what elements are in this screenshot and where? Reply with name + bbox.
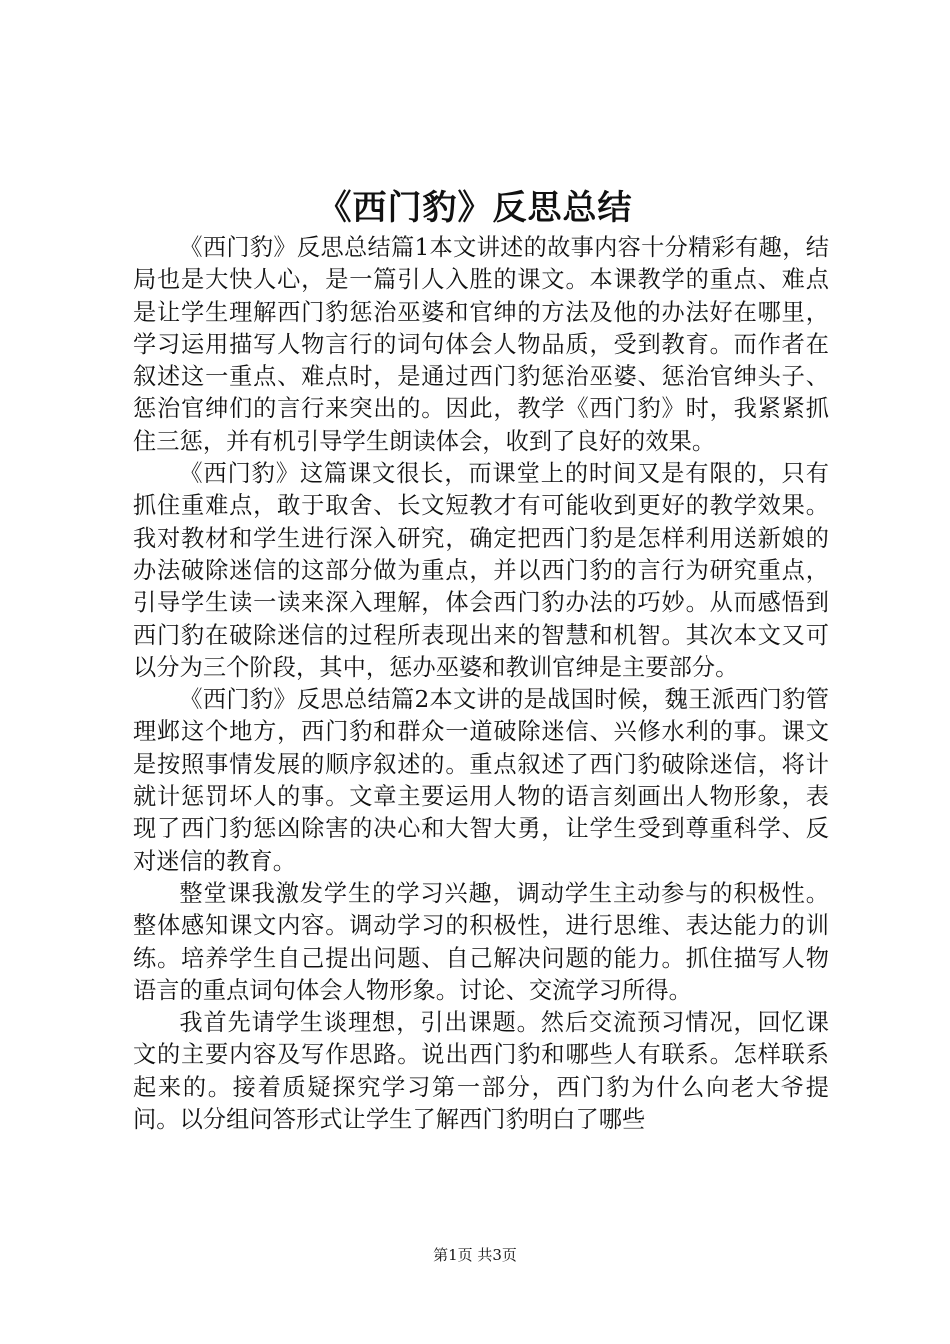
paragraph: 《西门豹》反思总结篇1本文讲述的故事内容十分精彩有趣，结局也是大快人心，是一篇引人入胜的课文。本课教学的重点、难点是让学生理解西门豹惩治巫婆和官绅的方法及他的办法好在哪里，学习运用描写人物言行的词句体会人物品质，受到教育。而作者在叙述这一重点、难点时，是通过西门豹惩治巫婆、惩治官绅头子、惩治官绅们的言行来突出的。因此，教学《西门豹》时，我紧紧抓住三惩，并有机引导学生朗读体会，收到了良好的效果。 [133,234,829,455]
document-body [133,232,829,1136]
paragraph: 《西门豹》这篇课文很长，而课堂上的时间又是有限的，只有抓住重难点，敢于取舍、长文短教才有可能收到更好的教学效果。我对教材和学生进行深入研究，确定把西门豹是怎样利用送新娘的办法破除迷信的这部分做为重点，并以西门豹的言行为研究重点，引导学生读一读来深入理解，体会西门豹办法的巧妙。从而感悟到西门豹在破除迷信的过程所表现出来的智慧和机智。其次本文又可以分为三个阶段，其中，惩办巫婆和教训官绅是主要部分。 [133,460,829,681]
page-number: 第1页 共3页 [433,1246,517,1264]
paragraph: 我首先请学生谈理想，引出课题。然后交流预习情况，回忆课文的主要内容及写作思路。说出西门豹和哪些人有联系。怎样联系起来的。接着质疑探究学习第一部分，西门豹为什么向老大爷提问。以分组问答形式让学生了解西门豹明白了哪些 [133,1009,829,1134]
document-title: 《西门豹》反思总结 [317,188,633,228]
paragraph: 整堂课我激发学生的学习兴趣，调动学生主动参与的积极性。整体感知课文内容。调动学习的积极性，进行思维、表达能力的训练。培养学生自己提出问题、自己解决问题的能力。抓住描写人物语言的重点词句体会人物形象。讨论、交流学习所得。 [133,879,829,1004]
page-footer [0,1245,950,1265]
paragraph: 《西门豹》反思总结篇2本文讲的是战国时候，魏王派西门豹管理邺这个地方，西门豹和群众一道破除迷信、兴修水利的事。课文是按照事情发展的顺序叙述的。重点叙述了西门豹破除迷信，将计就计惩罚坏人的事。文章主要运用人物的语言刻画出人物形象，表现了西门豹惩凶除害的决心和大智大勇，让学生受到尊重科学、反对迷信的教育。 [133,686,829,875]
